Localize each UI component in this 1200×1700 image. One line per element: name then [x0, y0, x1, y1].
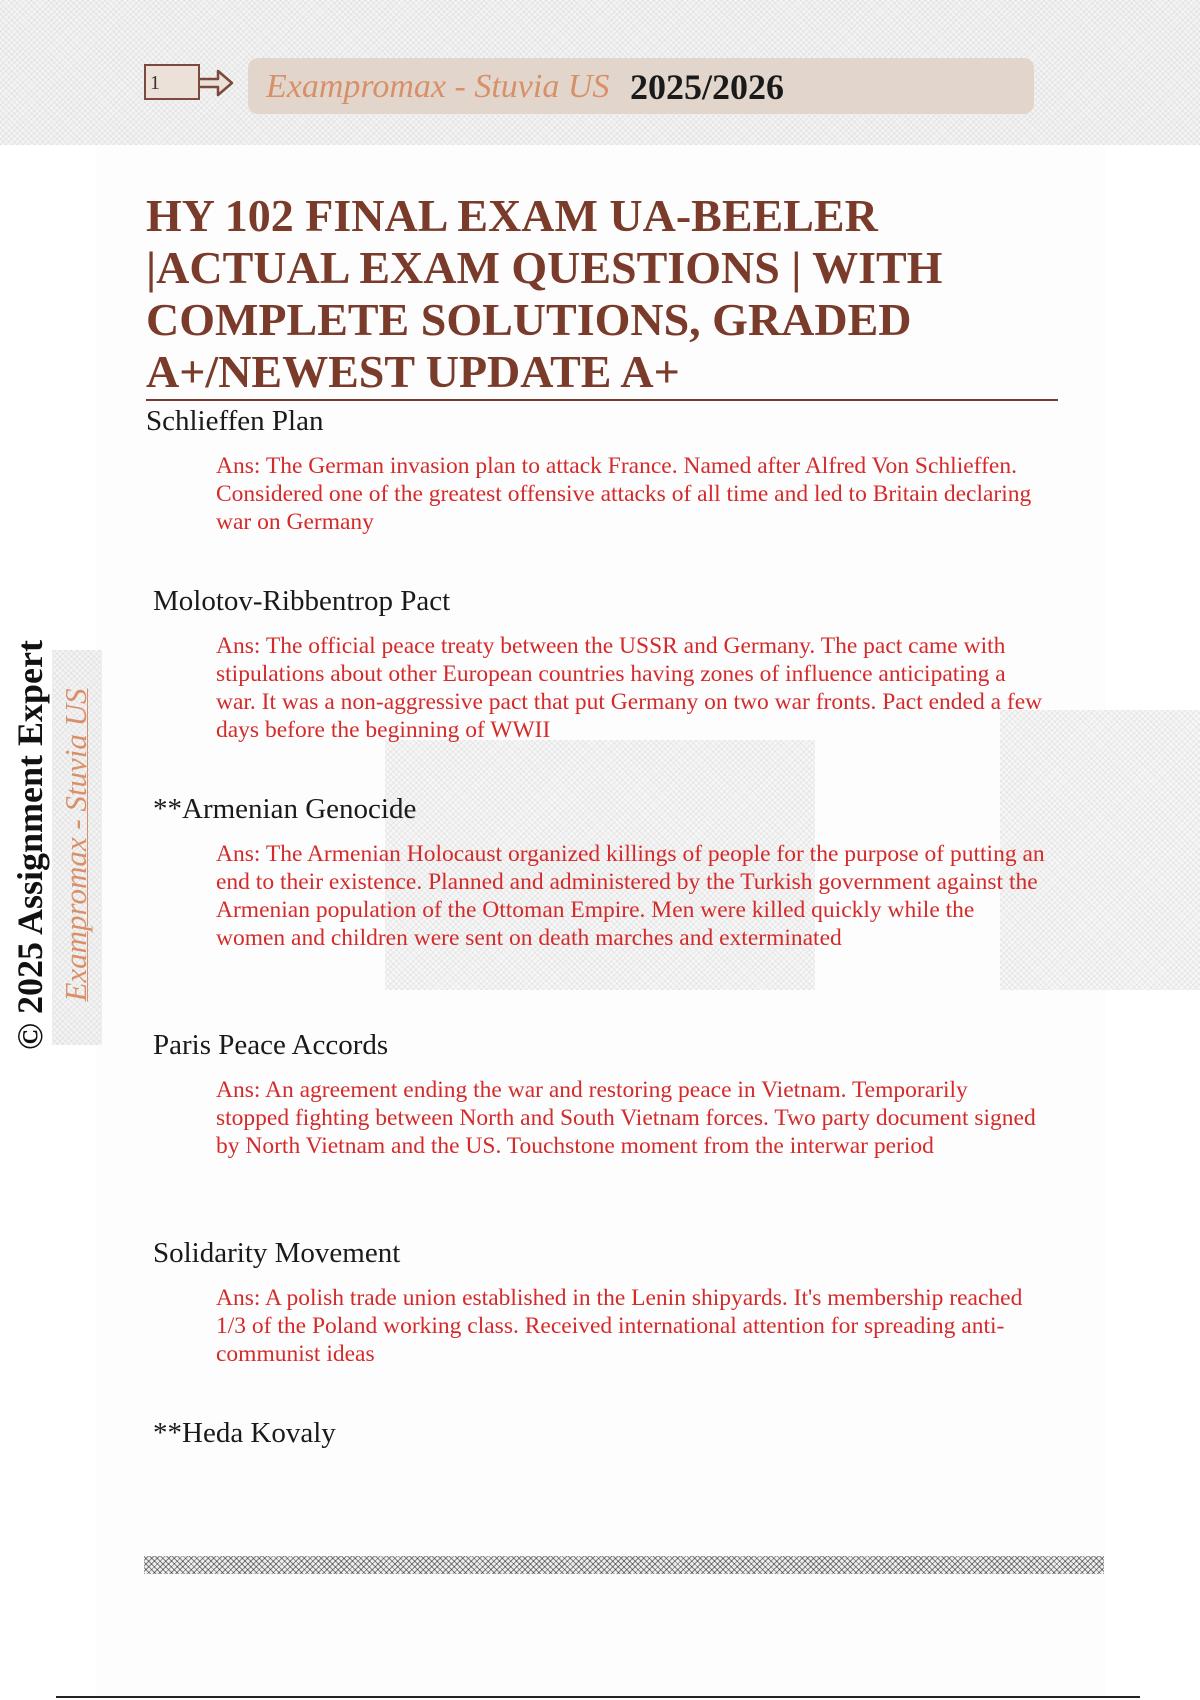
copyright-label: © 2025 Assignment Expert [10, 640, 50, 1050]
answer-text: Ans: The official peace treaty between the USSR and Germany. The pact came with stipulations about other European countries having zones of influence anticipating a war. It was a non-aggressive pact that put Germany on two war fronts. Pact ended a few days before the beginning of WWII [216, 633, 1043, 743]
question-term: Schlieffen Plan [146, 405, 324, 437]
title-divider [146, 399, 1058, 401]
qa-item [153, 1028, 1046, 1160]
question-term: Solidarity Movement [153, 1237, 401, 1269]
footer-rule [56, 1696, 1140, 1698]
header-year: 2025/2026 [630, 67, 785, 107]
header-brand: Exampromax - Stuvia US [266, 68, 610, 105]
qa-item [153, 792, 1046, 952]
answer-text: Ans: A polish trade union established in the Lenin shipyards. It's membership reached 1/3 of the Poland working class. Received international attention for spreading anti-communist ideas [216, 1285, 1023, 1367]
question-term: **Heda Kovaly [153, 1417, 336, 1449]
page-number-box [144, 64, 200, 100]
answer-text: Ans: The Armenian Holocaust organized killings of people for the purpose of putting an end to their existence. Planned and administered by the Turkish government against the Armenian population of the Ottoman Empire. Men were killed quickly while the women and children were sent on death marches and exterminated [216, 841, 1045, 951]
page-number-tab [144, 64, 204, 102]
question-term: Paris Peace Accords [153, 1029, 389, 1061]
side-brand-link[interactable]: Exampromax - Stuvia US [58, 688, 93, 1002]
answer-text: Ans: An agreement ending the war and restoring peace in Vietnam. Temporarily stopped fighting between North and South Vietnam forces. Two party document signed by North Vietnam and the US. Touchstone moment from the interwar period [216, 1077, 1036, 1159]
qa-item [153, 584, 1046, 744]
qa-item [153, 1236, 1046, 1368]
arrow-right-icon [198, 66, 234, 100]
qa-item [146, 404, 1046, 536]
bottom-hatch-divider [144, 1556, 1104, 1574]
document-title: HY 102 FINAL EXAM UA-BEELER |ACTUAL EXAM QUESTIONS | WITH COMPLETE SOLUTIONS, GRADED A+/NEWEST UPDATE A+ [146, 190, 943, 397]
question-term: Molotov-Ribbentrop Pact [153, 585, 451, 617]
page-number: 1 [150, 72, 160, 94]
question-term: **Armenian Genocide [153, 793, 417, 825]
qa-item [153, 1416, 336, 1450]
answer-text: Ans: The German invasion plan to attack France. Named after Alfred Von Schlieffen. Considered one of the greatest offensive attacks of all time and led to Britain declaring war on Germany [216, 453, 1032, 535]
